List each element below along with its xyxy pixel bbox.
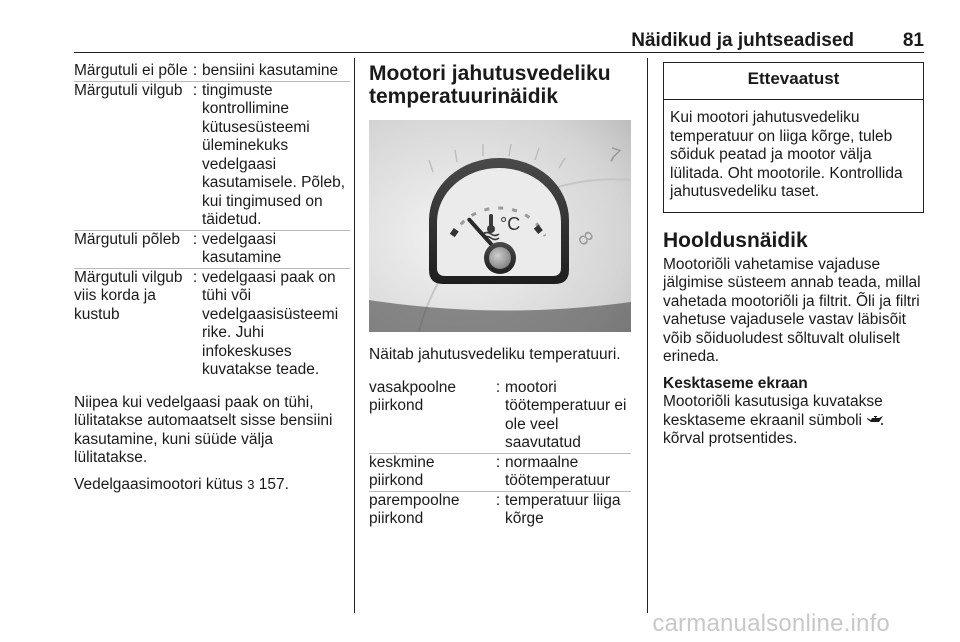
paragraph-lpg-empty: Niipea kui vedelgaasi paak on tühi, lülitatakse automaatselt sisse bensiini kasutamine, kuni süüde välja lülitatakse. <box>74 393 333 466</box>
reference-page[interactable]: 157. <box>254 475 289 493</box>
table-row <box>74 81 350 230</box>
caution-box <box>663 62 924 213</box>
section-heading-coolant: Mootori jahutusvedeliku temperatuurinäidik <box>369 62 611 108</box>
row-colon: : <box>491 453 505 491</box>
coolant-gauge-image <box>369 120 631 332</box>
coolant-range-table <box>369 379 631 529</box>
row-colon: : <box>192 62 198 79</box>
page-reference-arrow-icon: 3 <box>247 476 255 492</box>
dial-number-8: 8 <box>573 227 598 250</box>
column-middle <box>369 62 631 529</box>
row-description: mootori töötemperatuur ei ole veel saavutatud <box>505 378 627 451</box>
row-term: Märgutuli vilgub <box>74 81 188 230</box>
section-heading-service: Hooldusnäidik <box>663 228 808 252</box>
row-colon: : <box>188 81 202 230</box>
table-row <box>369 453 631 491</box>
column-left <box>74 62 350 494</box>
subheading-midlevel-display: Kesktaseme ekraan <box>663 374 808 392</box>
table-row <box>74 268 350 380</box>
row-description: vedelgaasi paak on tühi või vedelgaasisüsteemi rike. Juhi infokeskuses kuvatakse teade. <box>202 268 350 380</box>
row-description: tingimuste kontrollimine kütusesüsteemi üleminekuks vedelgaasi kasutamisele. Põleb, kui tingimused on täidetud. <box>202 81 350 230</box>
row-term: Märgutuli vilgub viis korda ja kustub <box>74 268 188 380</box>
row-description: normaalne töötemperatuur <box>505 453 631 491</box>
table-row <box>369 491 631 529</box>
caution-text: Kui mootori jahutusvedeliku temperatuur on liiga kõrge, tuleb sõiduk peatad ja mootor välja lülitada. Oht mootorile. Kontrollida jahutusvedeliku taset. <box>670 109 903 200</box>
table-row <box>369 379 631 454</box>
page-header <box>74 32 924 53</box>
column-divider <box>647 58 648 613</box>
row-colon: : <box>188 230 202 268</box>
paragraph-lpg-reference <box>74 476 350 495</box>
oil-life-text-end: kõrval protsentides. <box>663 430 798 447</box>
row-description: bensiini kasutamine <box>202 62 339 79</box>
paragraph-oil-life <box>663 393 925 449</box>
row-term: parempoolne piirkond <box>369 491 491 529</box>
chapter-title: Näidikud ja juhtseadised <box>631 30 854 51</box>
row-description: vedelgaasi kasutamine <box>202 230 350 268</box>
row-term: Märgutuli ei põle <box>74 62 188 79</box>
reference-text: Vedelgaasimootori kütus <box>74 475 248 493</box>
row-colon: : <box>491 491 505 529</box>
column-divider <box>354 58 355 613</box>
needle-hub <box>489 247 511 269</box>
table-row <box>74 230 350 268</box>
gauge-caption: Näitab jahutusvedeliku temperatuuri. <box>369 346 621 363</box>
row-term: vasakpoolne piirkond <box>369 378 457 414</box>
row-term: Märgutuli põleb <box>74 230 188 268</box>
row-description: temperatuur liiga kõrge <box>505 491 631 529</box>
row-colon: : <box>188 268 202 380</box>
oil-life-text: Mootoriõli kasutusiga kuvatakse kesktaseme ekraanil sümboli <box>663 393 883 429</box>
dial-number-7: 7 <box>605 143 623 169</box>
oil-can-icon <box>866 415 884 426</box>
watermark: carmanualsonline.info <box>652 610 890 637</box>
column-right <box>663 62 925 449</box>
indicator-table <box>74 62 350 380</box>
gauge-unit: °C <box>500 214 521 234</box>
page-number: 81 <box>902 30 924 51</box>
caution-title: Ettevaatust <box>664 63 923 100</box>
paragraph-service: Mootoriõli vahetamise vajaduse jälgimise süsteem annab teada, millal vahetada mootoriõli ja filtrit. Õli ja filtri vahetuse vajadusele vastav läbisõit võib sõiduoludest sõltuvalt oluliselt erineda. <box>663 255 921 365</box>
row-term: keskmine piirkond <box>369 453 491 491</box>
table-row <box>74 62 350 81</box>
row-colon: : <box>495 378 501 396</box>
